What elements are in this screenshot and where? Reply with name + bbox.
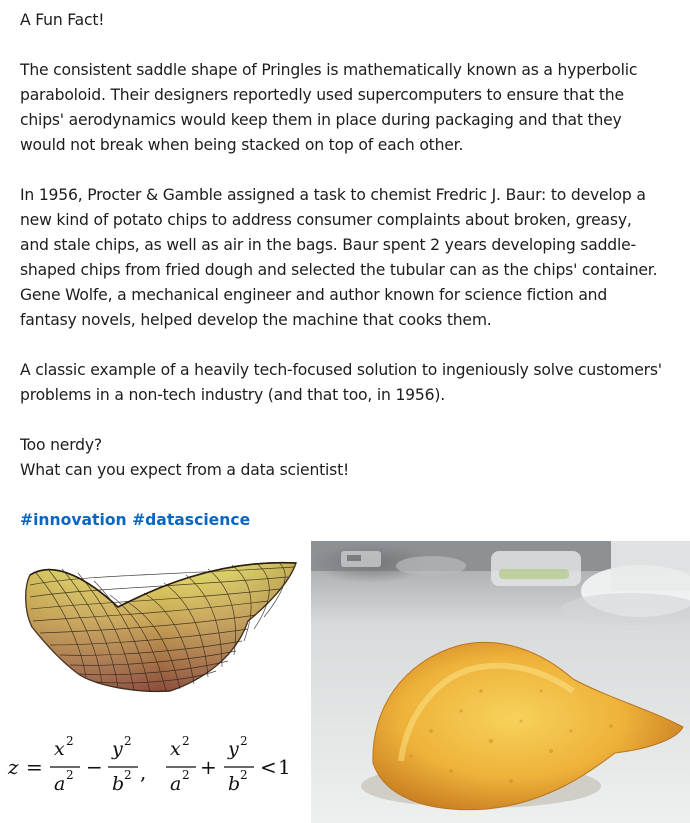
eq-comma: , — [140, 760, 147, 784]
paragraph-5 — [20, 433, 685, 483]
text-line: Too nerdy? — [20, 436, 102, 454]
eq-exp: 2 — [182, 768, 190, 782]
text-line: The consistent saddle shape of Pringles is mathematically known as a hyperbolic — [20, 61, 638, 79]
eq-equals: = — [26, 755, 43, 779]
eq-a: a — [54, 773, 66, 795]
post-body — [20, 8, 685, 483]
eq-x: x — [54, 738, 65, 760]
eq-b: b — [228, 773, 241, 795]
hyperbolic-paraboloid-image[interactable] — [0, 541, 311, 823]
eq-exp: 2 — [240, 768, 248, 782]
hashtag-datascience[interactable]: #datascience — [132, 511, 251, 529]
eq-exp: 2 — [124, 734, 132, 748]
text-line: shaped chips from fried dough and selected the tubular can as the chips' container. — [20, 261, 658, 279]
text-line: and stale chips, as well as air in the bags. Baur spent 2 years developing saddle- — [20, 236, 636, 254]
eq-x: x — [170, 738, 181, 760]
text-line: Gene Wolfe, a mechanical engineer and author known for science fiction and — [20, 286, 608, 304]
eq-y: y — [112, 738, 123, 760]
eq-exp: 2 — [124, 768, 132, 782]
pringles-chip-photo[interactable] — [311, 541, 690, 823]
paragraph-4 — [20, 358, 685, 408]
text-line: would not break when being stacked on top of each other. — [20, 136, 464, 154]
paragraph-3 — [20, 183, 685, 333]
eq-exp: 2 — [66, 734, 74, 748]
eq-one: 1 — [278, 755, 291, 779]
paragraph-2 — [20, 58, 685, 158]
eq-z: z — [8, 755, 19, 779]
text-line: chips' aerodynamics would keep them in place during packaging and that they — [20, 111, 622, 129]
pringles-chip-illustration — [311, 541, 690, 823]
text-line: In 1956, Procter & Gamble assigned a task to chemist Fredric J. Baur: to develop a — [20, 186, 646, 204]
eq-exp: 2 — [240, 734, 248, 748]
text-line: What can you expect from a data scientist! — [20, 461, 350, 479]
text-line: fantasy novels, helped develop the machine that cooks them. — [20, 311, 492, 329]
text-line: A Fun Fact! — [20, 11, 105, 29]
eq-b: b — [112, 773, 125, 795]
paragraph-1 — [20, 8, 685, 33]
eq-plus: + — [200, 755, 217, 779]
text-line: paraboloid. Their designers reportedly used supercomputers to ensure that the — [20, 86, 624, 104]
eq-less-than: < — [260, 755, 277, 779]
equation — [7, 734, 291, 795]
eq-minus: − — [86, 755, 103, 779]
saddle-surface-illustration — [0, 541, 311, 823]
hashtag-innovation[interactable]: #innovation — [20, 511, 127, 529]
eq-a: a — [170, 773, 182, 795]
eq-exp: 2 — [182, 734, 190, 748]
eq-exp: 2 — [66, 768, 74, 782]
eq-y: y — [228, 738, 239, 760]
text-line: new kind of potato chips to address consumer complaints about broken, greasy, — [20, 211, 632, 229]
text-line: A classic example of a heavily tech-focused solution to ingeniously solve customers' — [20, 361, 662, 379]
hashtag-row — [20, 508, 250, 533]
text-line: problems in a non-tech industry (and that too, in 1956). — [20, 386, 445, 404]
